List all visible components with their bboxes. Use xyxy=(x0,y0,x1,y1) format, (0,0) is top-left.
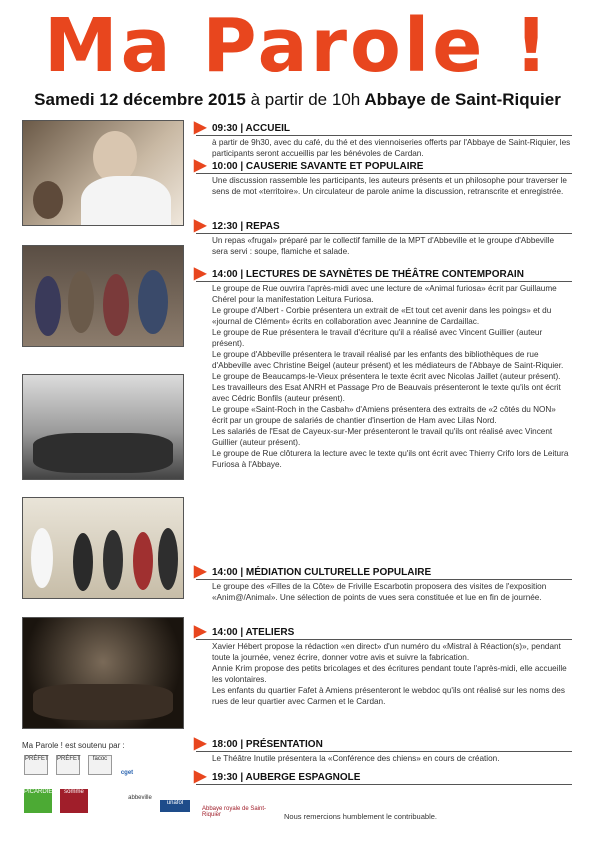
logo-prefet: PRÉFET xyxy=(24,755,48,775)
section-causerie xyxy=(194,157,572,197)
paragraph: Le groupe de Rue présentera le travail d'écriture qu'il a réalisé avec Vincent Guillier (auteur présent). xyxy=(212,328,543,348)
photo-hall xyxy=(22,374,184,480)
section-mediation xyxy=(194,563,572,603)
arrow-icon: ▶ xyxy=(194,265,207,282)
section-heading: 09:30 | ACCUEIL xyxy=(212,123,291,134)
arrow-icon: ▶ xyxy=(194,157,207,174)
logo-facoc: facoc xyxy=(88,755,112,775)
event-venue: Abbaye de Saint-Riquier xyxy=(364,90,561,109)
logo-somme: somme xyxy=(60,789,88,813)
photo-welcome xyxy=(22,120,184,226)
arrow-icon: ▶ xyxy=(194,623,207,640)
arrow-icon: ▶ xyxy=(194,119,207,136)
event-date-venue xyxy=(0,90,595,110)
event-time: à partir de 10h xyxy=(250,90,361,109)
logo-prefet-2: PRÉFET xyxy=(56,755,80,775)
photo-audience xyxy=(22,245,184,347)
section-ateliers xyxy=(194,623,572,707)
section-presentation xyxy=(194,735,572,764)
section-lectures xyxy=(194,265,572,470)
paragraph: Les enfants du quartier Fafet à Amiens présenteront le webdoc qu'ils ont réalisé sur les noms des rues de leur quartier avec Carmen et le Cardan. xyxy=(212,686,565,706)
paragraph: Les salariés de l'Esat de Cayeux-sur-Mer présenteront le travail qu'ils ont réalisé avec Vincent Guillier (auteur présent). xyxy=(212,427,553,447)
section-auberge xyxy=(194,768,572,785)
paragraph: Le groupe d'Abbeville présentera le travail réalisé par les enfants des bibliothèques de rue d'Abbeville avec Christine Beigel (auteur présent) et les médiateurs de l'Abbaye de Saint-Riquier. xyxy=(212,350,564,370)
paragraph: Annie Krim propose des petits bricolages et des écritures pendant toute l'après-midi, elle accueille les volontaires. xyxy=(212,664,567,684)
paragraph: Les travailleurs des Esat ANRH et Passage Pro de Beauvais présenteront le texte qu'ils ont écrit avec Cédric Bonfils (auteur présent). xyxy=(212,383,561,403)
section-heading: 10:00 | CAUSERIE SAVANTE ET POPULAIRE xyxy=(212,161,424,172)
support-text: Ma Parole ! est soutenu par : xyxy=(22,741,125,750)
section-heading: 12:30 | REPAS xyxy=(212,221,280,232)
section-repas xyxy=(194,217,572,257)
section-text: Un repas «frugal» préparé par le collectif famille de la MPT d'Abbeville et le groupe d'Abbeville sera servi : soupe, flamiche et salade. xyxy=(212,236,555,256)
paragraph: Le groupe de Beaucamps-le-Vieux présentera le texte écrit avec Nicolas Jaillet (auteur présent). xyxy=(212,372,561,381)
thanks-text: Nous remercions humblement le contribuable. xyxy=(284,812,437,821)
section-text: Le groupe des «Filles de la Côte» de Friville Escarbotin proposera des visites de l'exposition «Anim@/Animal». Une sélection de points de vues sera constituée et lue en fin de journée. xyxy=(212,582,547,602)
event-date: Samedi 12 décembre 2015 xyxy=(34,90,246,109)
section-text: Une discussion rassemble les participants, les auteurs présents et un philosophe pour traverser le sens de mot «territoire». Un circulateur de parole anime la discussion, retranscrite et enregistrée. xyxy=(212,176,567,196)
paragraph: Le groupe de Rue clôturera la lecture avec le texte qu'ils ont écrit avec Thierry Crifo lors de Leitura Furiosa à l'Abbaye. xyxy=(212,449,569,469)
arrow-icon: ▶ xyxy=(194,563,207,580)
arrow-icon: ▶ xyxy=(194,768,207,785)
arrow-icon: ▶ xyxy=(194,735,207,752)
logo-picardie: PICARDIE xyxy=(24,789,52,813)
paragraph: Le groupe d'Albert - Corbie présentera un extrait de «Et tout cet avenir dans les poings» et du «journal de Clément» écrits en collaboration avec Jeannine de Cardaillac. xyxy=(212,306,552,326)
section-heading: 18:00 | PRÉSENTATION xyxy=(212,739,323,750)
paragraph: Le groupe «Saint-Roch in the Casbah» d'Amiens présentera des extraits de «2 côtés du NON» écrit par un groupe de salariés de chantier d'insertion de Ham avec Lilas Nord. xyxy=(212,405,556,425)
section-accueil xyxy=(194,119,572,159)
logo-unafol: unafol xyxy=(160,800,190,812)
section-heading: 14:00 | MÉDIATION CULTURELLE POPULAIRE xyxy=(212,567,432,578)
paragraph: Xavier Hébert propose la rédaction «en direct» d'un numéro du «Mistral à Réaction(s)», pendant toute la journée, venez écrire, donner votre avis et suivre la fabrication. xyxy=(212,642,561,662)
section-text: à partir de 9h30, avec du café, du thé et des viennoiseries offerts par l'Abbaye de Saint-Riquier, les participants seront accueillis par les bénévoles de Cardan. xyxy=(212,138,571,158)
section-text: Le Théâtre Inutile présentera la «Conférence des chiens» en cours de création. xyxy=(212,754,500,763)
logo-cget: cget xyxy=(120,770,134,776)
photo-reading xyxy=(22,497,184,599)
paragraph: Le groupe de Rue ouvrira l'après-midi avec une lecture de «Animal furiosa» écrit par Guillaume Chérel pour la manifestation Leitura Furiosa. xyxy=(212,284,557,304)
section-heading: 19:30 | AUBERGE ESPAGNOLE xyxy=(212,772,361,783)
logo-abbaye: Abbaye royale de Saint-Riquier xyxy=(202,806,267,818)
section-heading: 14:00 | ATELIERS xyxy=(212,627,295,638)
logo-abbeville: abbeville xyxy=(128,795,152,801)
photo-theatre xyxy=(22,617,184,729)
section-heading: 14:00 | LECTURES DE SAYNÈTES DE THÉÂTRE CONTEMPORAIN xyxy=(212,269,524,280)
poster-title: Ma Parole ! xyxy=(44,3,551,89)
arrow-icon: ▶ xyxy=(194,217,207,234)
